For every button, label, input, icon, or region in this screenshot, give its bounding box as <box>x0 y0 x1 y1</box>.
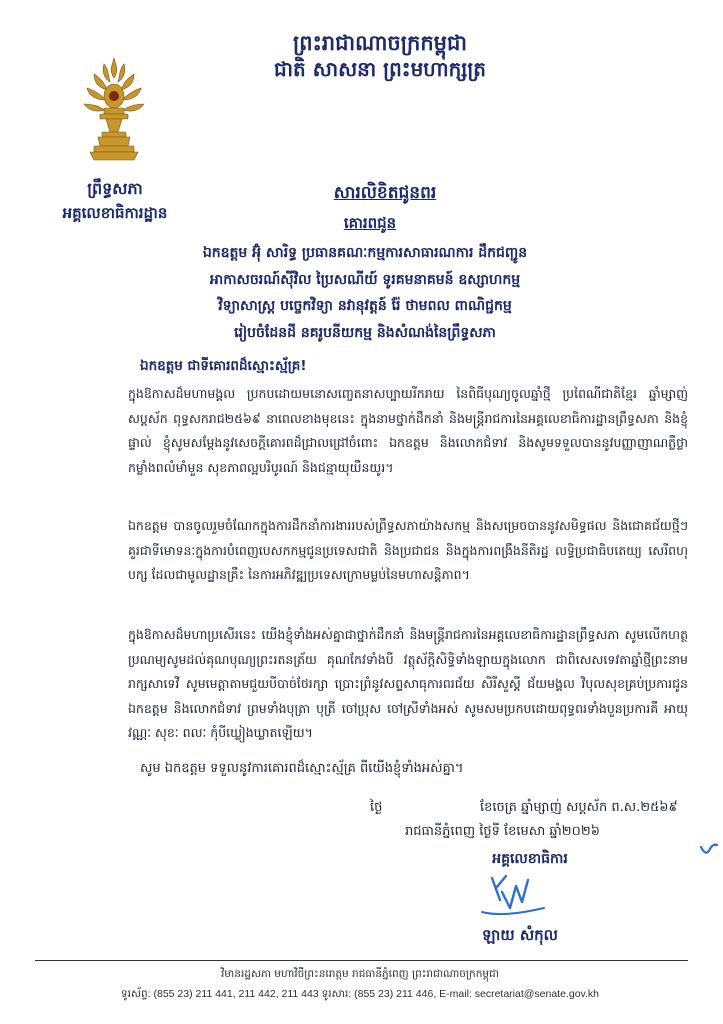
signature-icon <box>478 872 548 918</box>
footer-divider <box>35 960 688 961</box>
org-department: អគ្គលេខាធិការដ្ឋាន <box>62 204 168 222</box>
date-solar: រាជធានីភ្នំពេញ ថ្ងៃទី ខែមេសា ឆ្នាំ២០២៦ <box>405 824 600 839</box>
recipient-line: ឯកឧត្តម អ៊ុំ សារិទ្ធ ប្រធានគណៈកម្មការសាធារណការ ដឹកជញ្ជូន <box>202 245 528 261</box>
recipient-line: អាកាសចរណ៍ស៊ីវិល ប្រៃសណីយ៍ ទូរគមនាគមន៍ ឧស្សាហកម្ម <box>209 271 521 288</box>
recipient-block <box>40 240 690 346</box>
org-name: ព្រឹទ្ធសភា <box>87 179 143 198</box>
footer-address: វិមានរដ្ឋសភា មហាវិថីព្រះនរោត្តម រាជធានីភ្នំពេញ ព្រះរាជាណាចក្រកម្ពុជា <box>220 968 500 980</box>
national-motto-line1: ព្រះរាជាណាចក្រកម្ពុជា <box>292 30 467 55</box>
closing-line: សូម ឯកឧត្តម ទទួលនូវការគោរពដ៏ស្មោះស្ម័គ្រ ពីយើងខ្ញុំទាំងអស់គ្នា។ <box>140 761 464 776</box>
national-motto-line2: ជាតិ សាសនា ព្រះមហាក្សត្រ <box>274 57 486 81</box>
handwritten-mark-icon <box>698 839 720 859</box>
recipient-line: រៀបចំដែនដី នគរូបនីយកម្ម និងសំណង់នៃព្រឹទ្ធសភា <box>234 324 496 341</box>
salutation: ឯកឧត្តម ជាទីគោរពដ៏ស្មោះស្ម័គ្រ! <box>140 358 307 374</box>
signer-title: អគ្គលេខាធិការ <box>492 851 568 867</box>
date-lunar: ខែចេត្រ ឆ្នាំម្សាញ់ សប្តស័ក ព.ស.២៥៦៩ <box>480 800 678 815</box>
addressee-label: គោរពជូន <box>343 214 397 232</box>
date-day-label: ថ្ងៃ <box>370 800 383 815</box>
body-paragraph: ក្នុងឱកាសដ៏មហាប្រសើរនេះ យើងខ្ញុំទាំងអស់គ្នាជាថ្នាក់ដឹកនាំ និងមន្ត្រីរាជការនៃអគ្គលេខាធិការដ្ឋានព្រឹទ្ធសភា សូមលើកហត្ថប្រណម្យសូមដល់គុណបុណ្យព្រះរតនត្រ័យ គុណកែវទាំងបី វត្ថុស័ក្តិសិទ្ធិទាំងឡាយក្នុងលោក ជាពិសេសទេវតាឆ្នាំថ្មីព្រះនាម រាក្សសាទេវី សូមមេត្តាតាមជួយបីបាច់ថែរក្សា ប្រោះព្រំនូវសព្ទសាធុការពរជ័យ សិរីសួស្តី ជ័យមង្គល វិបុលសុខគ្រប់ប្រការជូន ឯកឧត្តម និងលោកជំទាវ ព្រមទាំងបុត្រា បុត្រី ចៅប្រុស ចៅស្រីទាំងអស់ សូមសមប្រកបដោយពុទ្ធពរទាំងបួនប្រការគឺ អាយុ វណ្ណៈ សុខៈ ពលៈ កុំបីឃ្លៀងឃ្លាតឡើយ។ <box>128 627 688 740</box>
signer-name: ឡាយ សំកុល <box>482 926 558 944</box>
footer-contact: ទូរស័ព្ទ: (855 23) 211 441, 211 442, 211 443 ទូរសារ: (855 23) 211 446, E-mail: secretariat@senate.gov.kh <box>120 988 600 1000</box>
body-paragraph: ក្នុងឱកាសដ៏មហាមង្គល ប្រកបដោយមនោសញ្ចេតនាសប្បាយរីករាយ នៃពិធីបុណ្យចូលឆ្នាំថ្មី ប្រពៃណីជាតិខ្មែរ ឆ្នាំម្សាញ់ សប្តស័ក ពុទ្ធសករាជ២៥៦៩ នាពេលខាងមុខនេះ ក្នុងនាមថ្នាក់ដឹកនាំ និងមន្ត្រីរាជការនៃអគ្គលេខាធិការដ្ឋានព្រឹទ្ធសភា និងខ្ញុំផ្ទាល់ ខ្ញុំសូមសម្តែងនូវសេចក្តីគោរពដ៏ជ្រាលជ្រៅចំពោះ ឯកឧត្តម និងលោកជំទាវ និងសូមទទួលបាននូវបញ្ញាញាណភ្លឺថ្លា កម្លាំងពលំមាំមួន សុខភាពល្អបរិបូរណ៍ និងជន្មាយុយឺនយូរ។ <box>128 386 688 475</box>
senate-emblem-icon <box>82 56 146 162</box>
document-title: សារលិខិតជូនពរ <box>333 183 437 203</box>
body-paragraph: ឯកឧត្តម បានចូលរួមចំណែកក្នុងការដឹកនាំការងាររបស់ព្រឹទ្ធសភាយ៉ាងសកម្ម និងសម្រេចបាននូវសមិទ្ធផល និងជោគជ័យថ្មីៗគួរជាទីមោទនៈក្នុងការបំពេញបេសកកម្មជូនប្រទេសជាតិ និងប្រជាជន និងក្នុងការពង្រឹងនីតិរដ្ឋ លទ្ធិប្រជាធិបតេយ្យ សេរីពហុបក្ស ដែលជាមូលដ្ឋានគ្រឹះ នៃការអភិវឌ្ឍប្រទេសក្រោមម្លប់នៃមហាសន្តិភាព។ <box>128 518 688 582</box>
recipient-line: វិទ្យាសាស្ត្រ បច្ចេកវិទ្យា នវានុវត្តន៍ រ៉ែ ថាមពល ពាណិជ្ជកម្ម <box>218 298 512 314</box>
